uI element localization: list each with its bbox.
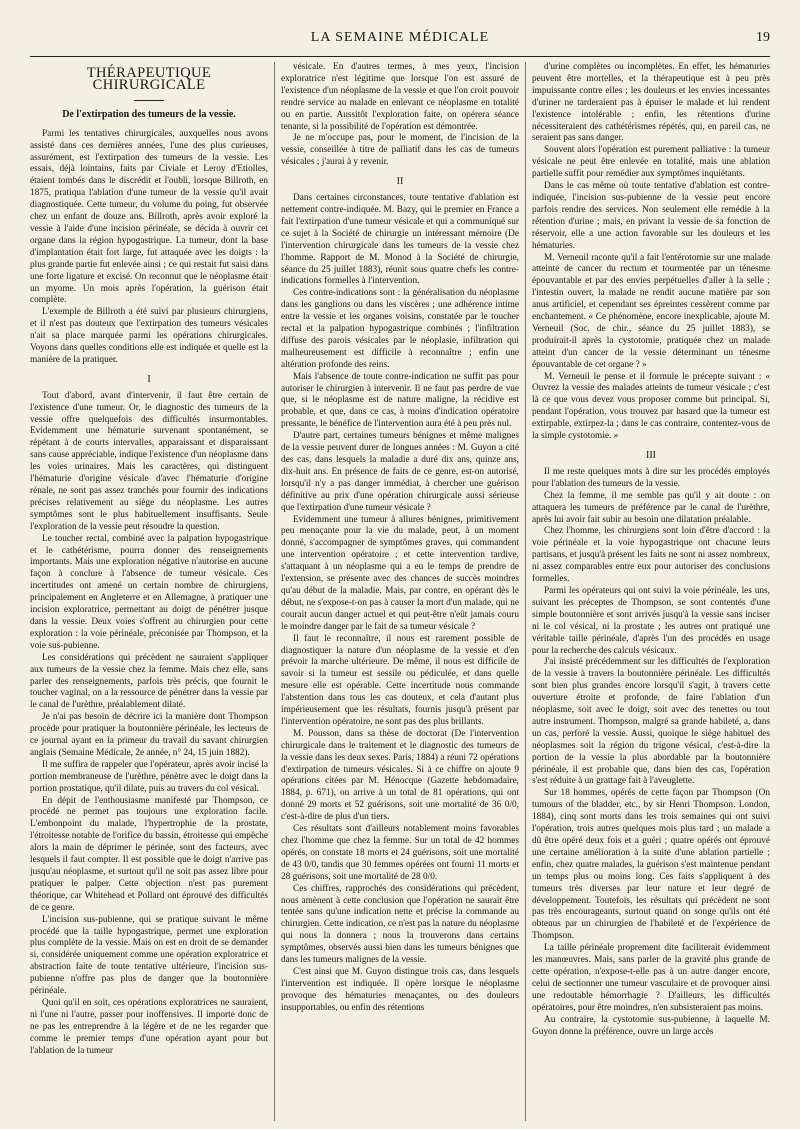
- paragraph: Chez la femme, il me semble pas qu'il y ait doute : on attaquera les tumeurs de préférence par le canal de l'urèthre, après lui avoir fait subir au besoin une dilatation préalable.: [532, 490, 770, 525]
- section-heading-i: I: [147, 373, 151, 385]
- page-header: [30, 30, 770, 52]
- title-rule: [134, 100, 164, 101]
- section-heading-ii: II: [396, 176, 404, 188]
- running-title: LA SEMAINE MÉDICALE: [310, 30, 490, 45]
- paragraph: La taille périnéale proprement dite faciliterait évidemment les manœuvres. Mais, sans parler de la gravité plus grande de cette opération, n'expose-t-elle pas à un autre danger encore, celui de sectionner une tumeur vasculaire et de provoquer ainsi une redoutable hémorrhagie ? D'ailleurs, les difficultés opératoires, pour être moindres, n'en subsisteraient pas moins.: [532, 943, 770, 1013]
- paragraph: Ces contre-indications sont : la généralisation du néoplasme dans les ganglions ou dans les viscères ; une adhérence intime entre la vessie et les organes voisins, constatée par le toucher rectal et la palpation hypogastrique combinés ; l'infiltration diffuse des parois vésicales par le néoplasie, infiltration qui malheureusement est difficile à reconnaître ; enfin une altération profonde des reins.: [281, 288, 519, 370]
- paragraph: Ces chiffres, rapprochés des considérations qui précèdent, nous amènent à cette conclusion que l'opération ne saurait être tentée sans qu'une indication nette et précise la commande au chirurgien. Cette indication, ce n'est pas la nature du néoplasme qui nous la donnera ; nous la trouverons dans certains symptômes, observés aussi bien dans les tumeurs bénignes que dans les tumeurs malignes de la vessie.: [281, 883, 519, 966]
- paragraph: Il me reste quelques mots à dire sur les procédés employés pour l'ablation des tumeurs de la vessie.: [532, 466, 770, 489]
- column-2: [281, 62, 519, 1121]
- paragraph: Dans le cas même où toute tentative d'ablation est contre-indiquée, l'incision sus-pubienne de la vessie peut encore parfois rendre des services. Non seulement elle remédie à la rétention d'urine ; mais, en privant la vessie de sa fonction de réservoir, elle a une action favorable sur les douleurs et les hématuries.: [532, 181, 770, 251]
- paragraph: Parmi les tentatives chirurgicales, auxquelles nous avons assisté dans ces dernières années, l'une des plus curieuses, assurément, est l'extirpation des tumeurs de la vessie. Les essais, déjà lointains, faits par Civiale et Leroy d'Etiolles, étaient tombés dans le discrédit et l'oubli, lorsque Billroth, en 1875, pratiqua l'ablation d'une tumeur de la vessie qu'il avait diagnostiquée. Cette tumeur, du volume du poing, fut observée chez un enfant de douze ans. Billroth, après avoir exploré la vessie à l'aide d'une incision périnéale, se décida à ouvrir cet organe dans la région hypogastrique. La tumeur, dont la base d'implantation était fort large, fut attaquée avec les doigts : la plus grande partie fut enlevée ainsi ; ce qui restait fut saisi dans une forte ligature et excisé. On reconnut que le néoplasme était un myome. Un mois après l'opération, la guérison était complète.: [30, 128, 268, 306]
- paragraph: Parmi les opérateurs qui ont suivi la voie périnéale, les uns, suivant les préceptes de Thompson, se sont contentés d'une simple boutonnière et sont arrivés jusqu'à la vessie sans inciser ni le col vésical, ni la prostate ; les autres ont pratiqué une véritable taille périnéale, d'après l'un des procédés en usage pour la recherche des calculs vésicaux.: [532, 585, 770, 656]
- paragraph: Je n'ai pas besoin de décrire ici la manière dont Thompson procède pour pratiquer la boutonnière périnéale, les lecteurs de ce journal ayant en la primeur du travail du savant chirurgien anglais (Semaine Médicale, 2e année, n° 24, 15 juin 1882).: [30, 712, 268, 758]
- column-divider: [525, 62, 526, 1121]
- paragraph: Ces résultats sont d'ailleurs notablement moins favorables chez l'homme que chez la femme. Sur un total de 42 hommes opérés, on constate 18 morts et 24 guérisons, soit une mortalité de 43 0/0, tandis que 30 femmes opérées ont fourni 11 morts et 28 guérisons, soit une mortalité de 28 0/0.: [281, 824, 519, 882]
- paragraph: En dépit de l'enthousiasme manifesté par Thompson, ce procédé ne permet pas toujours une exploration facile. L'embonpoint du malade, l'hypertrophie de la prostate, l'étroitesse notable de l'orifice du bassin, étroitesse qui empêche alors la main de déprimer le périnée, sont des facteurs, avec lesquels il faut compter. Il est possible que le doigt n'arrive pas jusqu'au néoplasme, et surtout qu'il ne soit pas assez libre pour pratiquer le palper. Cette objection n'est pas purement théorique, car Whitehead et Pollard ont éprouvé des difficultés de ce genre.: [30, 795, 268, 913]
- paragraph: Chez l'homme, les chirurgiens sont loin d'être d'accord : la voie périnéale et la voie hypogastrique ont chacune leurs partisans, et jusqu'à présent les faits ne sont ni assez nombreux, ni assez comparables entre eux pour autoriser des conclusions formelles.: [532, 526, 770, 585]
- paragraph: Quoi qu'il en soit, ces opérations exploratrices ne sauraient, ni l'une ni l'autre, passer pour inoffensives. Il importe donc de ne pas les entreprendre à la légère et de ne les regarder que comme le premier temps d'une opération ayant pour but l'ablation de la tumeur: [30, 997, 268, 1056]
- paragraph: vésicale. En d'autres termes, à mes yeux, l'incision exploratrice n'est légitime que lorsque l'on est assuré de l'existence d'un néoplasme de la vessie et que l'on croit pouvoir rendre service au malade en enlevant ce néoplasme en totalité ou en partie. Aussitôt l'exploration faite, on opérera séance tenante, si la possibilité de l'opération est démontrée.: [281, 62, 519, 132]
- paragraph: Tout d'abord, avant d'intervenir, il faut être certain de l'existence d'une tumeur. Or, le diagnostic des tumeurs de la vessie offre quelquefois des difficultés insurmontables. Evidemment une hématurie survenant spontanément, se répétant à de courts intervalles, apparaissant et disparaissant sans cause appréciable, indique l'existence d'un néoplasme dans les voies urinaires. Mais les caractères, qui distinguent l'hématurie d'origine vésicale d'avec l'hématurie d'origine rénale, ne sont pas assez tranchés pour fournir des indications précises relativement au siège du néoplasme. Les autres symptômes sont le plus habituellement insuffisants. Seule l'exploration de la vessie peut résoudre la question.: [30, 390, 268, 532]
- paragraph: d'urine complètes ou incomplètes. En effet, les hématuries peuvent être mortelles, et la thérapeutique est à peu près impuissante contre elles ; les douleurs et les envies incessantes d'uriner ne tarderaient pas à épuiser le malade et lui rendent l'existence intolérable ; enfin, les rétentions d'urine nécessiteraient des cathétérismes répétés, qui, en pareil cas, ne seraient pas sans danger.: [532, 62, 770, 144]
- paragraph: Dans certaines circonstances, toute tentative d'ablation est nettement contre-indiquée. M. Bazy, qui le premier en France a fait l'extirpation d'une tumeur vésicale et qui a communiqué sur ce sujet à la Société de chirurgie un intéressant mémoire (De l'intervention chirurgicale dans les tumeurs de la vessie chez l'homme. Rapport de M. Monod à la Société de chirurgie, séance du 25 juillet 1883), réunit sous quatre chefs les contre-indications formelles à l'intervention.: [281, 193, 519, 287]
- paragraph: Le toucher rectal, combiné avec la palpation hypogastrique et le cathétérisme, pourra donner des renseignements importants. Mais une exploration négative n'autorise en aucune façon à conclure à l'absence de tumeur vésicale. Ces incertitudes ont amené un certain nombre de chirurgiens, principalement en Angleterre et en Allemagne, à pratiquer une incision exploratrice, permettant au doigt de pénétrer jusque dans la vessie. Deux voies s'offrent au chirurgien pour cette exploration : la voie périnéale, préconisée par Thompson, et la voie sus-pubienne.: [30, 533, 268, 651]
- paragraph: Souvent alors l'opération est purement palliative : la tumeur vésicale ne peut être enlevée en totalité, mais une ablation partielle suffit pour remédier aux symptômes inquiétants.: [532, 145, 770, 180]
- page-number: 19: [756, 30, 770, 45]
- paragraph: M. Verneuil raconte qu'il a fait l'entérotomie sur une malade atteinte de cancer du rectum et tourmentée par un ténesme épouvantable et par des envies perpétuelles d'aller à la selle ; l'intestin ouvert, la malade ne rendit aucune matière par son anus artificiel, et cependant ses épreintes cessèrent comme par enchantement. « Ce phénomène, encore inexplicable, ajoute M. Verneuil (Soc. de chir., séance du 25 juillet 1883), se produirait-il après la cystotomie, pratiquée chez un malade atteint d'un cancer de la vessie déterminant un ténesme épouvantable de cet organe ? »: [532, 252, 770, 370]
- article-subtitle: De l'extirpation des tumeurs de la vessie.: [62, 108, 236, 120]
- paragraph: Les considérations qui précèdent ne sauraient s'appliquer aux tumeurs de la vessie chez la femme. Mais chez elle, sans parler des renseignements, parfois très précis, que fournit le toucher vaginal, on a la ressource de pénétrer dans la vessie par le canal de l'urèthre, préalablement dilaté.: [30, 652, 268, 711]
- article-title: THÉRAPEUTIQUE CHIRURGICALE: [86, 65, 212, 93]
- paragraph: Il faut le reconnaître, il nous est rarement possible de diagnostiquer la nature d'un néoplasme de la vessie et d'en prévoir la marche ultérieure. De même, il nous est difficile de savoir si la tumeur est sessile ou pédiculée, et dans quelle mesure elle est opérable. Cette incertitude nous commande l'abstention dans tous les cas douteux, et cela d'autant plus impérieusement que les résultats, fournis jusqu'à présent par l'intervention opératoire, ne sont pas des plus brillants.: [281, 633, 519, 727]
- column-1: [30, 62, 268, 1121]
- column-divider: [274, 62, 275, 1121]
- paragraph: D'autre part, certaines tumeurs bénignes et même malignes de la vessie peuvent durer de longues années : M. Guyon a cité des cas, dans lesquels la maladie a duré dix ans, quinze ans, dix-huit ans. En présence de faits de ce genre, est-on autorisé, lorsqu'il n'y a pas danger immédiat, à chercher une guérison définitive au prix d'une opération chirurgicale aussi sérieuse que l'extirpation d'une tumeur vésicale ?: [281, 431, 519, 513]
- paragraph: Il me suffira de rappeler que l'opérateur, après avoir incisé la portion membraneuse de l'urèthre, pénètre avec le doigt dans la portion prostatique, qu'il dilate, puis au travers du col vésical.: [30, 759, 268, 794]
- paragraph: Je ne m'occupe pas, pour le moment, de l'incision de la vessie, conseillée à titre de palliatif dans les cas de tumeurs vésicales ; j'aurai à y revenir.: [281, 133, 519, 168]
- header-rule: [30, 56, 770, 57]
- paragraph: L'exemple de Billroth a été suivi par plusieurs chirurgiens, et il n'est pas douteux que l'extirpation des tumeurs vésicales n'ait sa place marquée parmi les opérations chirurgicales. Voyons dans quelles conditions elle est indiquée et quelle est la manière de la pratiquer.: [30, 307, 268, 365]
- paragraph: M. Verneuil le pense et il formule le précepte suivant : « Ouvrez la vessie des malades atteints de tumeur vésicale ; c'est là ce que vous devez vous proposer comme but principal. Si, pendant l'opération, vous trouvez par hasard que la tumeur est extirpable, extirpez-la ; dans le cas contraire, contentez-vous de la simple cystotomie. »: [532, 371, 770, 442]
- paragraph: Evidemment une tumeur à allures bénignes, primitivement peu menaçante pour la vie du malade, peut, à un moment donné, s'accompagner de symptômes graves, qui commandent une intervention opératoire ; et cette intervention tardive, s'attaquant à un néoplasme qui a eu le temps de prendre de l'extension, se présente avec des chances de succès moindres qu'au début de la maladie. Mais, par contre, en opérant dès le début, ne s'expose-t-on pas à causer la mort d'un malade, qui ne courait aucun danger actuel et qui peut-être n'eût jamais couru le moindre danger par le fait de sa tumeur vésicale ?: [281, 514, 519, 632]
- section-heading-iii: III: [646, 450, 656, 461]
- paragraph: Sur 18 hommes, opérés de cette façon par Thompson (On tumours of the bladder, etc., by sir Henri Thompson. London, 1884), cinq sont morts dans les trois semaines qui ont suivi l'opération, trois autres quelques mois plus tard ; un malade a dû être opéré deux fois et a guéri ; quatre opérés ont éprouvé une certaine amélioration à la suite d'une ablation partielle ; enfin, chez quatre malades, la guérison s'est maintenue pendant un temps plus ou moins long. Ces faits s'appliquent à des tumeurs très diverses par leur nature et leur degré de développement. Toutefois, les résultats qui précèdent ne sont pas très encourageants, surtout quand on songe qu'ils ont été obtenus par un chirurgien de l'habileté et de l'expérience de Thompson.: [532, 788, 770, 942]
- paragraph: M. Pousson, dans sa thèse de doctorat (De l'intervention chirurgicale dans le traitement et le diagnostic des tumeurs de la vessie dans les deux sexes. Paris, 1884) a réuni 72 opérations d'extirpation de tumeurs vésicales. Si à ce chiffre on ajoute 9 opérations citées par M. Hénocque (Gazette hebdomadaire, 1884, p. 671), on arrive à un total de 81 opérations, qui ont donné 29 morts et 52 guérisons, soit une mortalité de 36 0/0, c'est-à-dire de plus d'un tiers.: [281, 728, 519, 823]
- paragraph: J'ai insisté précédemment sur les difficultés de l'exploration de la vessie à travers la boutonnière périnéale. Les difficultés sont bien plus grandes encore lorsqu'il s'agit, à travers cette ouverture étroite et profonde, de faire l'ablation d'un néoplasme, soit avec le doigt, soit avec des tenettes ou tout autre instrument. Thompson, malgré sa grande habileté, a, dans un cas, perforé la vessie. Aussi, quoique le siège habituel des néoplasmes soit la région du trigone vésical, c'est-à-dire la portion de la vessie la plus abordable par la boutonnière périnéale, il est probable que, dans bien des cas, l'opération s'est réduite à un grattage fait à l'aveuglette.: [532, 657, 770, 787]
- paragraph: Au contraire, la cystotomie sus-pubienne, à laquelle M. Guyon donne la préférence, ouvre un large accès: [532, 1014, 770, 1037]
- paragraph: L'incision sus-pubienne, qui se pratique suivant le même procédé que la taille hypogastrique, permet une exploration plus complète de la vessie. Mais on est en droit de se demander si, considérée uniquement comme une opération exploratrice et abstraction faite de toute tentative ultérieure, l'incision sus-pubienne n'offre pas plus de danger que la boutonnière périnéale.: [30, 914, 268, 997]
- column-3: [532, 62, 770, 1121]
- paragraph: Mais l'absence de toute contre-indication ne suffit pas pour autoriser le chirurgien à intervenir. Il ne faut pas perdre de vue que, si le néoplasme est de nature maligne, la récidive est probable, et que, dans ce cas, à moins d'indication opératoire pressante, le bénéfice de l'intervention aura été à peu près nul.: [281, 371, 519, 430]
- paragraph: C'est ainsi que M. Guyon distingue trois cas, dans lesquels l'intervention est indiquée. Il opère lorsque le néoplasme provoque des hématuries menaçantes, ou des douleurs insupportables, ou enfin des rétentions: [281, 966, 519, 1013]
